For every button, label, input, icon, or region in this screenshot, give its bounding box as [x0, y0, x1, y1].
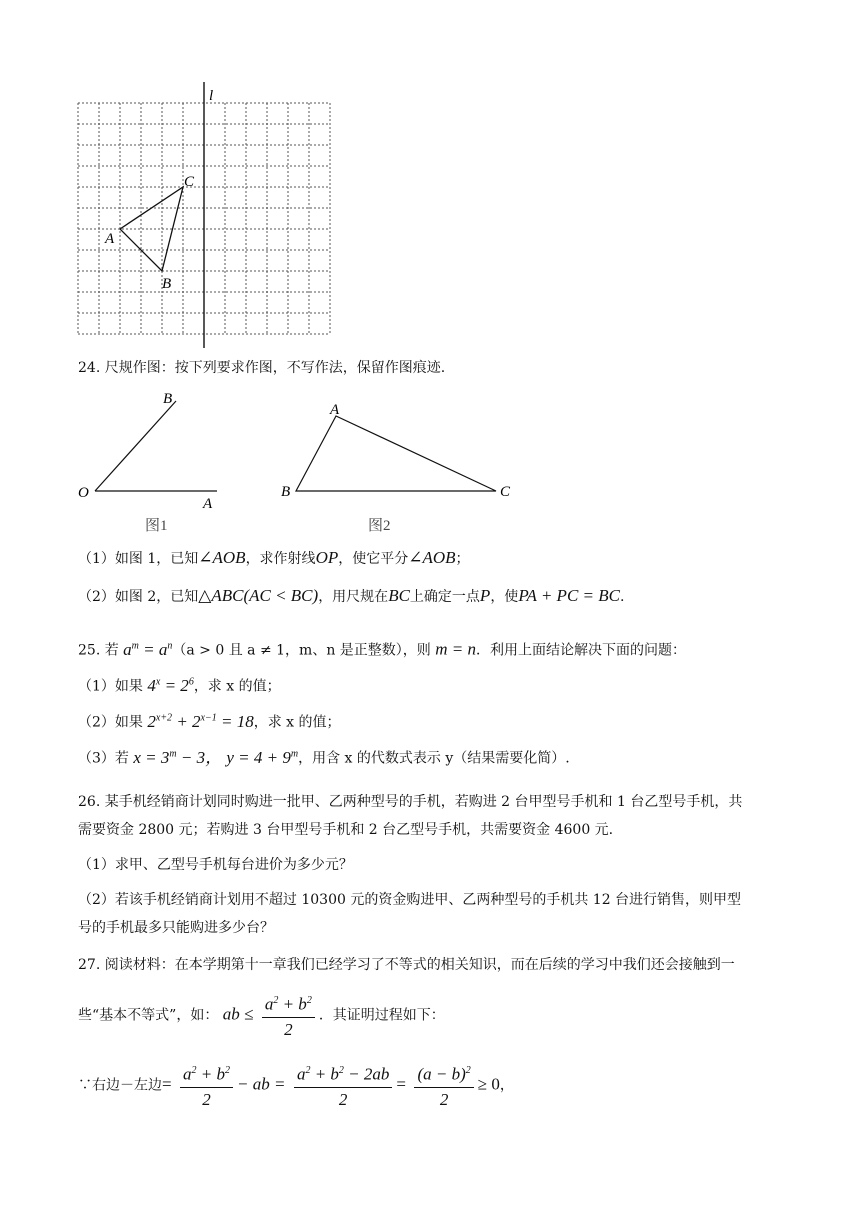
fig1-label-b: B [163, 391, 173, 407]
point-label-a: A [105, 231, 115, 247]
fig1-caption: 图1 [145, 518, 168, 534]
q25-p2-formula: $2^{x+2} + 2^{x-1} = 18$ [147, 711, 254, 731]
q25-stem: 25. 若 $a^m = a^n(a > 0$ 且 a ≠ 1，m、n 是正整数），则 m = n．利用上面结论解决下面的问题： [78, 639, 687, 659]
q25-part3: （3）若 $x = 3^m - 3$， $y = 4 + 9^m$，用含 x 的代数式表示 y（结果需要化简）. [78, 747, 570, 767]
q25-p1-formula: $4^x = 2^6$ [147, 675, 194, 695]
q26-line1: 26. 某手机经销商计划同时购进一批甲、乙两种型号的手机，若购进 2 台甲型号手机和 1 台乙型号手机，共 [78, 794, 743, 810]
q25-p3-formula: $x = 3^m - 3$， $y = 4 + 9^m$ [133, 747, 299, 767]
fig2-label-c: C [500, 484, 511, 500]
grid-figure [70, 78, 340, 353]
point-label-b: B [162, 276, 172, 292]
q24-part2: （2）如图 2，已知△ABC(AC < BC)，用尺规在BC上确定一点P，使PA + PC = BC. [78, 586, 625, 605]
q26-part2-line2: 号的手机最多只能购进多少台？ [78, 920, 274, 936]
fig2-caption: 图2 [368, 518, 391, 534]
q27-proof: ∵右边－左边= $\frac{a^2 + b^2}{2}$ − ab = $\frac{a^2 + b^2 - 2ab}{2}$ = $\frac{(a - b)^2}{2}$ ≥ 0， [78, 1060, 514, 1111]
q26-part2-line1: （2）若该手机经销商计划用不超过 10300 元的资金购进甲、乙两种型号的手机共 12 台进行销售，则甲型 [78, 892, 742, 908]
q26-line2: 需要资金 2800 元；若购进 3 台甲型号手机和 2 台乙型号手机，共需要资金 4600 元. [78, 822, 614, 838]
line-label-l: l [209, 88, 214, 104]
q25-condition-formula: $a^m = a^n$ [123, 639, 173, 659]
q24-part1: （1）如图 1，已知∠AOB，求作射线OP，使它平分∠AOB； [78, 548, 470, 567]
fig2-label-a: A [330, 402, 340, 418]
q27-fraction: $\frac{a^2 + b^2}{2}$ [262, 990, 315, 1041]
q24-figure-1 [70, 385, 240, 535]
fig2-label-b: B [281, 484, 291, 500]
q24-title: 24. 尺规作图：按下列要求作图，不写作法，保留作图痕迹. [78, 360, 446, 376]
q25-part2: （2）如果 $2^{x+2} + 2^{x-1} = 18$，求 x 的值； [78, 711, 341, 731]
q27-line1: 27. 阅读材料：在本学期第十一章我们已经学习了不等式的相关知识，而在后续的学习中我们还会接触到一 [78, 957, 735, 973]
point-label-c: C [184, 174, 195, 190]
fig1-label-o: O [78, 485, 89, 501]
q26-part1: （1）求甲、乙型号手机每台进价为多少元？ [78, 857, 353, 873]
q24-figure-2 [275, 395, 525, 535]
q27-line2: 些“基本不等式”，如： ab ≤ $\frac{a^2 + b^2}{2}$ ．其证明过程如下： [78, 990, 445, 1041]
fig1-label-a: A [203, 496, 213, 512]
q27-inequality: ab ≤ [222, 1004, 254, 1024]
q25-part1: （1）如果 $4^x = 2^6$，求 x 的值； [78, 675, 281, 695]
